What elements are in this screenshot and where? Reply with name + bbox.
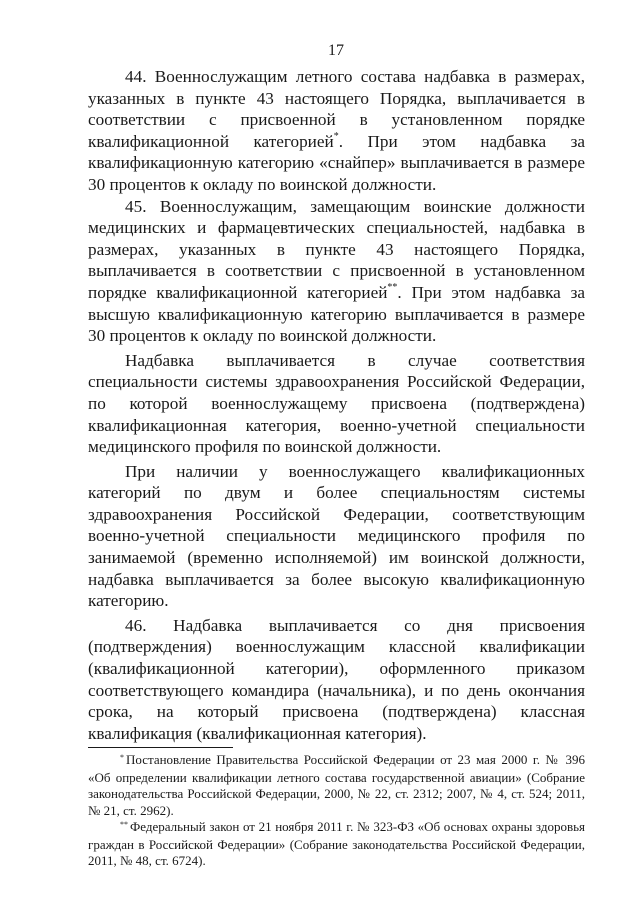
paragraph-45-supplement: Надбавка выплачивается в случае соответствия специальности системы здравоохранения Российской Федерации, по которой военнослужащему присвоена (подтверждена) квалификационная категория, военно-учетной специальности медицинского профиля по воинской должности.	[88, 350, 585, 457]
paragraph-45-multiple-categories: При наличии у военнослужащего квалификационных категорий по двум и более специальностям системы здравоохранения Российской Федерации, соответствующим военно-учетной специальности медицинского профиля по занимаемой (временно исполняемой) им воинской должности, надбавка выплачивается за более высокую квалификационную категорию.	[88, 461, 585, 611]
footnote-1-mark: *	[120, 753, 124, 762]
paragraph-45-text-continued: . При этом надбавка за высшую квалификационную категорию выплачивается в размере 30 процентов к окладу по воинской должности.	[88, 282, 585, 346]
paragraph-44	[88, 66, 585, 196]
paragraph-45	[88, 196, 585, 347]
page-number: 17	[328, 42, 344, 59]
paragraph-46: 46. Надбавка выплачивается со дня присвоения (подтверждения) военнослужащим классной квалификации (квалификационной категории), оформленного приказом соответствующего командира (начальника), и по день окончания срока, на который присвоена (подтверждена) классная квалификация (квалификационная категория).	[88, 615, 585, 743]
document-body	[88, 66, 585, 744]
paragraph-44-text-continued: . При этом надбавка за квалификационную категорию «снайпер» выплачивается в размере 30 процентов к окладу по воинской должности.	[88, 131, 585, 194]
footnote-ref-1: *	[333, 131, 339, 143]
footnote-2	[88, 819, 585, 870]
footnote-2-text: Федеральный закон от 21 ноября 2011 г. № 323-ФЗ «Об основах охраны здоровья граждан в Российской Федерации» (Собрание законодательства Российской Федерации, 2011, № 48, ст. 6724).	[88, 818, 585, 869]
footnote-1	[88, 752, 585, 819]
paragraph-45-text: 45. Военнослужащим, замещающим воинские должности медицинских и фармацевтических специальностей, надбавка в размерах, указанных в пункте 43 настоящего Порядка, выплачивается в соответствии с присвоенной в установленном порядке квалификационной категорией	[88, 196, 585, 302]
paragraph-44-text: 44. Военнослужащим летного состава надбавка в размерах, указанных в пункте 43 настоящего Порядка, выплачивается в соответствии с присвоенной в установленном порядке квалификационной категорией	[88, 67, 585, 151]
footnote-2-mark: **	[120, 819, 128, 829]
footnote-separator	[88, 747, 233, 748]
footnote-ref-2: **	[387, 282, 398, 294]
footnote-1-text: Постановление Правительства Российской Федерации от 23 мая 2000 г. № 396 «Об определении квалификации летного состава государственной авиации» (Собрание законодательства Российской Федерации, 2000, № 22, ст. 2312; 2007, № 4, ст. 524; 2011, № 21, ст. 2962).	[88, 752, 585, 818]
footnotes	[88, 752, 585, 869]
